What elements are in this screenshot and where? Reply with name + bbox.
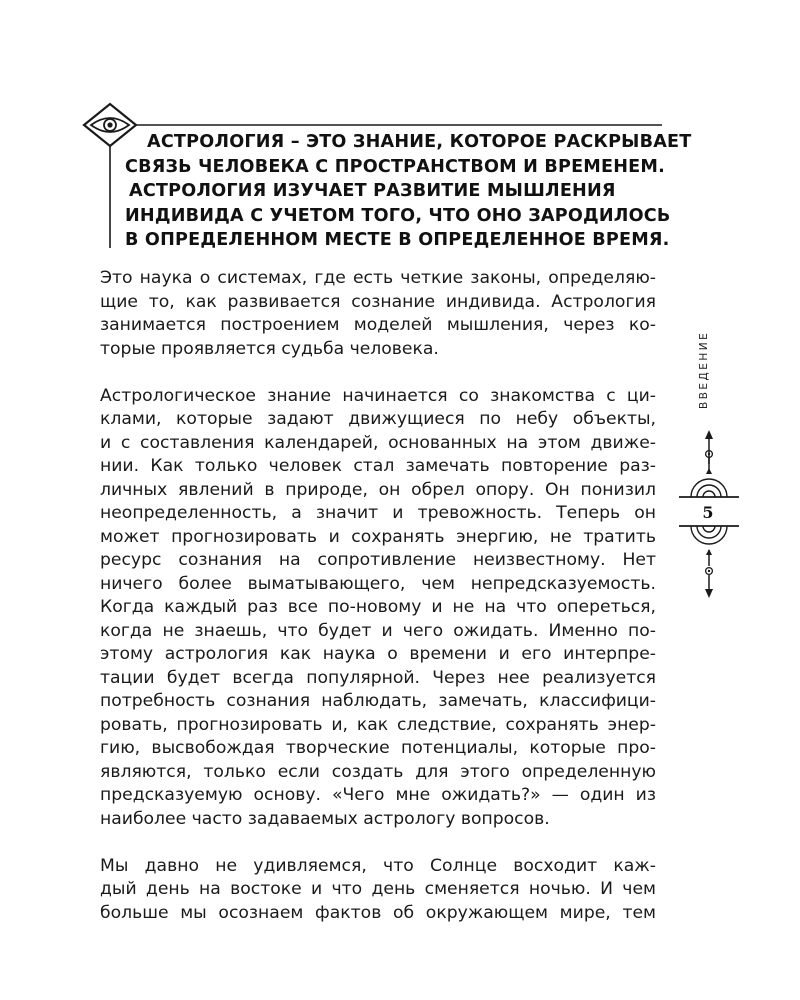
text-line: Это наука о системах, где есть четкие законы, определяю- — [100, 268, 656, 288]
callout-line: АСТРОЛОГИЯ – ЭТО ЗНАНИЕ, КОТОРОЕ РАСКРЫВАЕТ — [147, 132, 692, 152]
callout-heading — [123, 130, 692, 253]
text-line: ровать, прогнозировать и, как следствие, сохранять энер- — [100, 714, 656, 735]
text-line: этому астрология как наука о времени и его интерпре- — [100, 644, 656, 664]
text-line: тации будет всегда популярной. Через нее реализуется — [100, 667, 656, 688]
section-label: ВВЕДЕНИЕ — [698, 330, 710, 410]
text-line: торые проявляется судьба человека. — [100, 338, 439, 359]
callout-top-rule — [138, 124, 662, 128]
text-line: Астрологическое знание начинается со знакомства с ци- — [100, 385, 656, 406]
text-line: предсказуемую основу. «Чего мне ожидать?» — один из — [100, 785, 656, 805]
text-line: и с составления календарей, основанных на этом движе- — [100, 432, 656, 453]
text-line: клами, которые задают движущиеся по небу объекты, — [100, 409, 656, 429]
text-line: потребность сознания наблюдать, замечать, классифици- — [100, 691, 656, 711]
callout-line: СВЯЗЬ ЧЕЛОВЕКА С ПРОСТРАНСТВОМ И ВРЕМЕНЕМ. — [125, 156, 665, 177]
text-line: являются, только если создать для этого определенную — [100, 761, 656, 782]
text-line: больше мы осознаем фактов об окружающем мире, тем — [100, 902, 656, 923]
callout-line: ИНДИВИДА С УЧЕТОМ ТОГО, ЧТО ОНО ЗАРОДИЛОСЬ — [125, 205, 671, 226]
text-line: личных явлений в природе, он обрел опору. Он понизил — [100, 479, 656, 500]
text-line: наиболее часто задаваемых астрологу вопросов. — [100, 808, 550, 829]
text-line: ресурс сознания на сопротивление неизвестному. Нет — [100, 550, 656, 570]
text-line: неопределенность, а значит и тревожность. Теперь он — [100, 503, 656, 523]
page-number: 5 — [702, 503, 714, 522]
paragraph — [100, 267, 656, 361]
paragraph — [100, 855, 656, 926]
text-line: щие то, как развивается сознание индивида. Астрология — [100, 291, 656, 312]
text-line: гию, высвобождая творческие потенциалы, которые про- — [100, 738, 656, 758]
text-line: может прогнозировать и сохранять энергию, не тратить — [100, 526, 656, 547]
callout-line: В ОПРЕДЕЛЕННОМ МЕСТЕ В ОПРЕДЕЛЕННОЕ ВРЕМЯ. — [125, 230, 670, 250]
text-line: когда не знаешь, что будет и чего ожидать. Именно по- — [100, 620, 656, 641]
callout-line: АСТРОЛОГИЯ ИЗУЧАЕТ РАЗВИТИЕ МЫШЛЕНИЯ — [129, 181, 616, 201]
text-line: дый день на востоке и что день сменяется ночью. И чем — [100, 879, 656, 899]
text-line: Мы давно не удивляемся, что Солнце восходит каж- — [100, 855, 656, 876]
text-line: Когда каждый раз все по-новому и не на что опереться, — [100, 597, 656, 617]
text-line: ничего более выматывающего, чем непредсказуемость. — [100, 573, 656, 594]
paragraph — [100, 385, 656, 832]
body-text — [100, 267, 656, 949]
text-line: занимается построением моделей мышления, через ко- — [100, 315, 656, 335]
text-line: нии. Как только человек стал замечать повторение раз- — [100, 456, 656, 476]
